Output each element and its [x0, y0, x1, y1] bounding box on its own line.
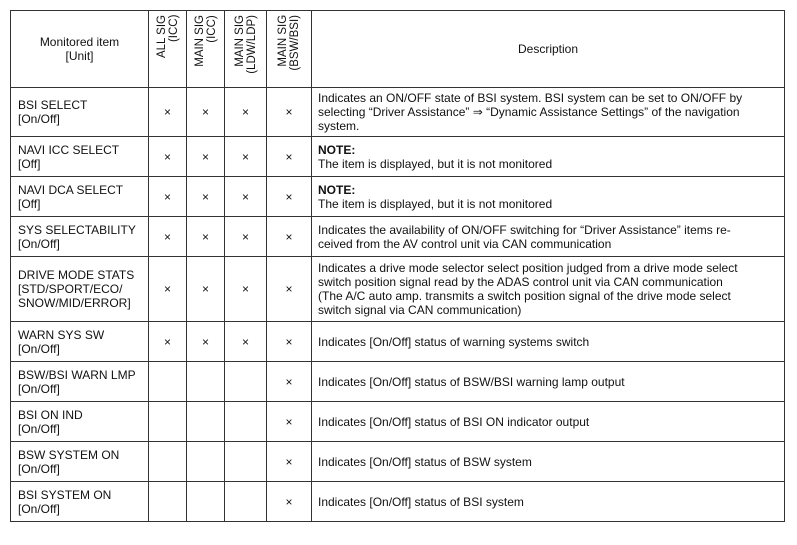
table-row: [11, 257, 785, 322]
monitored-item-text: NAVI DCA SELECT: [18, 182, 124, 197]
description-text: The item is displayed, but it is not monitored: [318, 196, 553, 211]
description-text: (The A/C auto amp. transmits a switch position signal of the drive mode select: [318, 289, 731, 303]
signal-mark-cell: [225, 402, 267, 442]
header-col2-line1: MAIN SIG: [193, 15, 206, 67]
description-text: Indicates a drive mode selector select position judged from a drive mode select: [318, 261, 738, 275]
monitored-item-text: SNOW/MID/ERROR]: [18, 296, 131, 310]
monitored-item-text: [STD/SPORT/ECO/: [18, 282, 123, 296]
header-col4-line1: MAIN SIG: [277, 15, 289, 67]
signal-mark-cell: ×: [149, 217, 187, 257]
header-col1-line1: ALL SIG: [155, 15, 168, 59]
monitored-item-text: [On/Off]: [18, 501, 60, 516]
signal-mark-cell: ×: [225, 137, 267, 177]
signal-mark-cell: ×: [187, 322, 225, 362]
monitored-item-text: BSW SYSTEM ON: [18, 447, 120, 462]
monitored-item-cell: [11, 217, 149, 257]
signal-mark-cell: ×: [267, 442, 312, 482]
monitored-item-text: [On/Off]: [18, 236, 60, 251]
table-row: [11, 217, 785, 257]
table-header-row: [11, 11, 785, 88]
monitored-item-text: [On/Off]: [18, 461, 60, 476]
monitored-item-text: [On/Off]: [18, 421, 60, 436]
signal-mark-cell: ×: [225, 322, 267, 362]
signal-mark-cell: [187, 482, 225, 522]
header-monitored-item: [11, 11, 149, 88]
description-text: Indicates [On/Off] status of BSI ON indicator output: [318, 414, 590, 429]
monitored-item-text: [On/Off]: [18, 341, 60, 356]
description-cell: [312, 322, 785, 362]
monitored-item-cell: [11, 137, 149, 177]
monitor-item-table: [10, 10, 785, 522]
monitored-item-text: WARN SYS SW: [18, 327, 105, 342]
signal-mark-cell: ×: [187, 217, 225, 257]
signal-mark-cell: [149, 402, 187, 442]
monitored-item-text: BSI ON IND: [18, 407, 83, 422]
monitored-item-cell: [11, 322, 149, 362]
description-text: Indicates an ON/OFF state of BSI system. BSI system can be set to ON/OFF by: [318, 91, 743, 105]
description-text: switch position signal read by the ADAS control unit via CAN communication: [318, 275, 723, 289]
monitored-item-text: SYS SELECTABILITY: [18, 222, 136, 237]
signal-mark-cell: ×: [187, 88, 225, 137]
description-cell: [312, 362, 785, 402]
note-label: NOTE:: [318, 142, 356, 157]
description-cell: [312, 442, 785, 482]
monitored-item-text: BSW/BSI WARN LMP: [18, 367, 136, 382]
note-label: NOTE:: [318, 182, 356, 197]
signal-mark-cell: ×: [149, 88, 187, 137]
header-col1-line2: (ICC): [167, 15, 180, 43]
table-row: [11, 88, 785, 137]
monitor-table-container: [10, 10, 785, 522]
signal-mark-cell: ×: [149, 257, 187, 322]
monitored-item-cell: [11, 402, 149, 442]
signal-mark-cell: ×: [267, 362, 312, 402]
monitored-item-cell: [11, 257, 149, 322]
description-text: Indicates [On/Off] status of warning systems switch: [318, 334, 590, 349]
description-text: switch signal via CAN communication): [318, 303, 522, 317]
signal-mark-cell: [149, 482, 187, 522]
signal-mark-cell: ×: [267, 322, 312, 362]
description-text: ceived from the AV control unit via CAN communication: [318, 236, 612, 251]
description-cell: [312, 137, 785, 177]
header-item-label: Monitored item: [39, 35, 120, 49]
header-main-sig-icc: [187, 11, 225, 88]
signal-mark-cell: ×: [149, 322, 187, 362]
description-cell: [312, 88, 785, 137]
signal-mark-cell: ×: [225, 177, 267, 217]
table-row: [11, 402, 785, 442]
table-row: [11, 442, 785, 482]
description-text: system.: [318, 119, 360, 133]
description-cell: [312, 402, 785, 442]
header-main-sig-bsw-bsi: [267, 11, 312, 88]
signal-mark-cell: [187, 362, 225, 402]
signal-mark-cell: ×: [267, 257, 312, 322]
signal-mark-cell: [187, 402, 225, 442]
monitored-item-cell: [11, 362, 149, 402]
header-col3-line1: MAIN SIG: [233, 15, 246, 67]
table-row: [11, 322, 785, 362]
table-row: [11, 137, 785, 177]
description-text: Indicates [On/Off] status of BSW system: [318, 454, 532, 469]
signal-mark-cell: ×: [149, 137, 187, 177]
monitored-item-cell: [11, 177, 149, 217]
signal-mark-cell: ×: [267, 88, 312, 137]
monitored-item-cell: [11, 442, 149, 482]
description-text: Indicates the availability of ON/OFF switching for “Driver Assistance” items re-: [318, 222, 731, 237]
monitored-item-text: NAVI ICC SELECT: [18, 142, 120, 157]
header-col2-line2: (ICC): [205, 15, 218, 43]
table-row: [11, 482, 785, 522]
description-cell: [312, 257, 785, 322]
header-main-sig-ldw-ldp: [225, 11, 267, 88]
signal-mark-cell: [187, 442, 225, 482]
description-text: Indicates [On/Off] status of BSI system: [318, 494, 524, 509]
monitored-item-text: BSI SYSTEM ON: [18, 487, 112, 502]
monitored-item-text: [On/Off]: [18, 381, 60, 396]
monitored-item-cell: [11, 482, 149, 522]
monitored-item-cell: [11, 88, 149, 137]
description-cell: [312, 177, 785, 217]
header-all-sig-icc: [149, 11, 187, 88]
signal-mark-cell: ×: [267, 217, 312, 257]
monitored-item-text: DRIVE MODE STATS: [18, 268, 135, 282]
signal-mark-cell: ×: [187, 257, 225, 322]
signal-mark-cell: ×: [267, 177, 312, 217]
monitored-item-text: [Off]: [18, 156, 41, 171]
header-description: Description: [312, 11, 785, 88]
signal-mark-cell: ×: [187, 137, 225, 177]
description-cell: [312, 217, 785, 257]
monitored-item-text: BSI SELECT: [18, 98, 88, 112]
signal-mark-cell: ×: [267, 137, 312, 177]
header-col3-line2: (LDW/LDP): [245, 15, 258, 74]
monitored-item-text: [On/Off]: [18, 112, 60, 126]
table-body: [11, 88, 785, 522]
description-text: The item is displayed, but it is not monitored: [318, 156, 553, 171]
monitored-item-text: [Off]: [18, 196, 41, 211]
table-row: [11, 362, 785, 402]
description-text: selecting “Driver Assistance” ⇒ “Dynamic Assistance Settings” of the navigation: [318, 105, 740, 119]
signal-mark-cell: ×: [267, 482, 312, 522]
signal-mark-cell: [225, 442, 267, 482]
description-text: Indicates [On/Off] status of BSW/BSI warning lamp output: [318, 374, 625, 389]
signal-mark-cell: [149, 442, 187, 482]
signal-mark-cell: [225, 362, 267, 402]
header-col4-line2: (BSW/BSI): [289, 15, 301, 71]
header-unit-label: [Unit]: [65, 49, 94, 63]
signal-mark-cell: ×: [187, 177, 225, 217]
signal-mark-cell: [225, 482, 267, 522]
signal-mark-cell: ×: [225, 257, 267, 322]
signal-mark-cell: ×: [225, 217, 267, 257]
signal-mark-cell: ×: [225, 88, 267, 137]
table-row: [11, 177, 785, 217]
signal-mark-cell: ×: [267, 402, 312, 442]
signal-mark-cell: [149, 362, 187, 402]
signal-mark-cell: ×: [149, 177, 187, 217]
description-cell: [312, 482, 785, 522]
